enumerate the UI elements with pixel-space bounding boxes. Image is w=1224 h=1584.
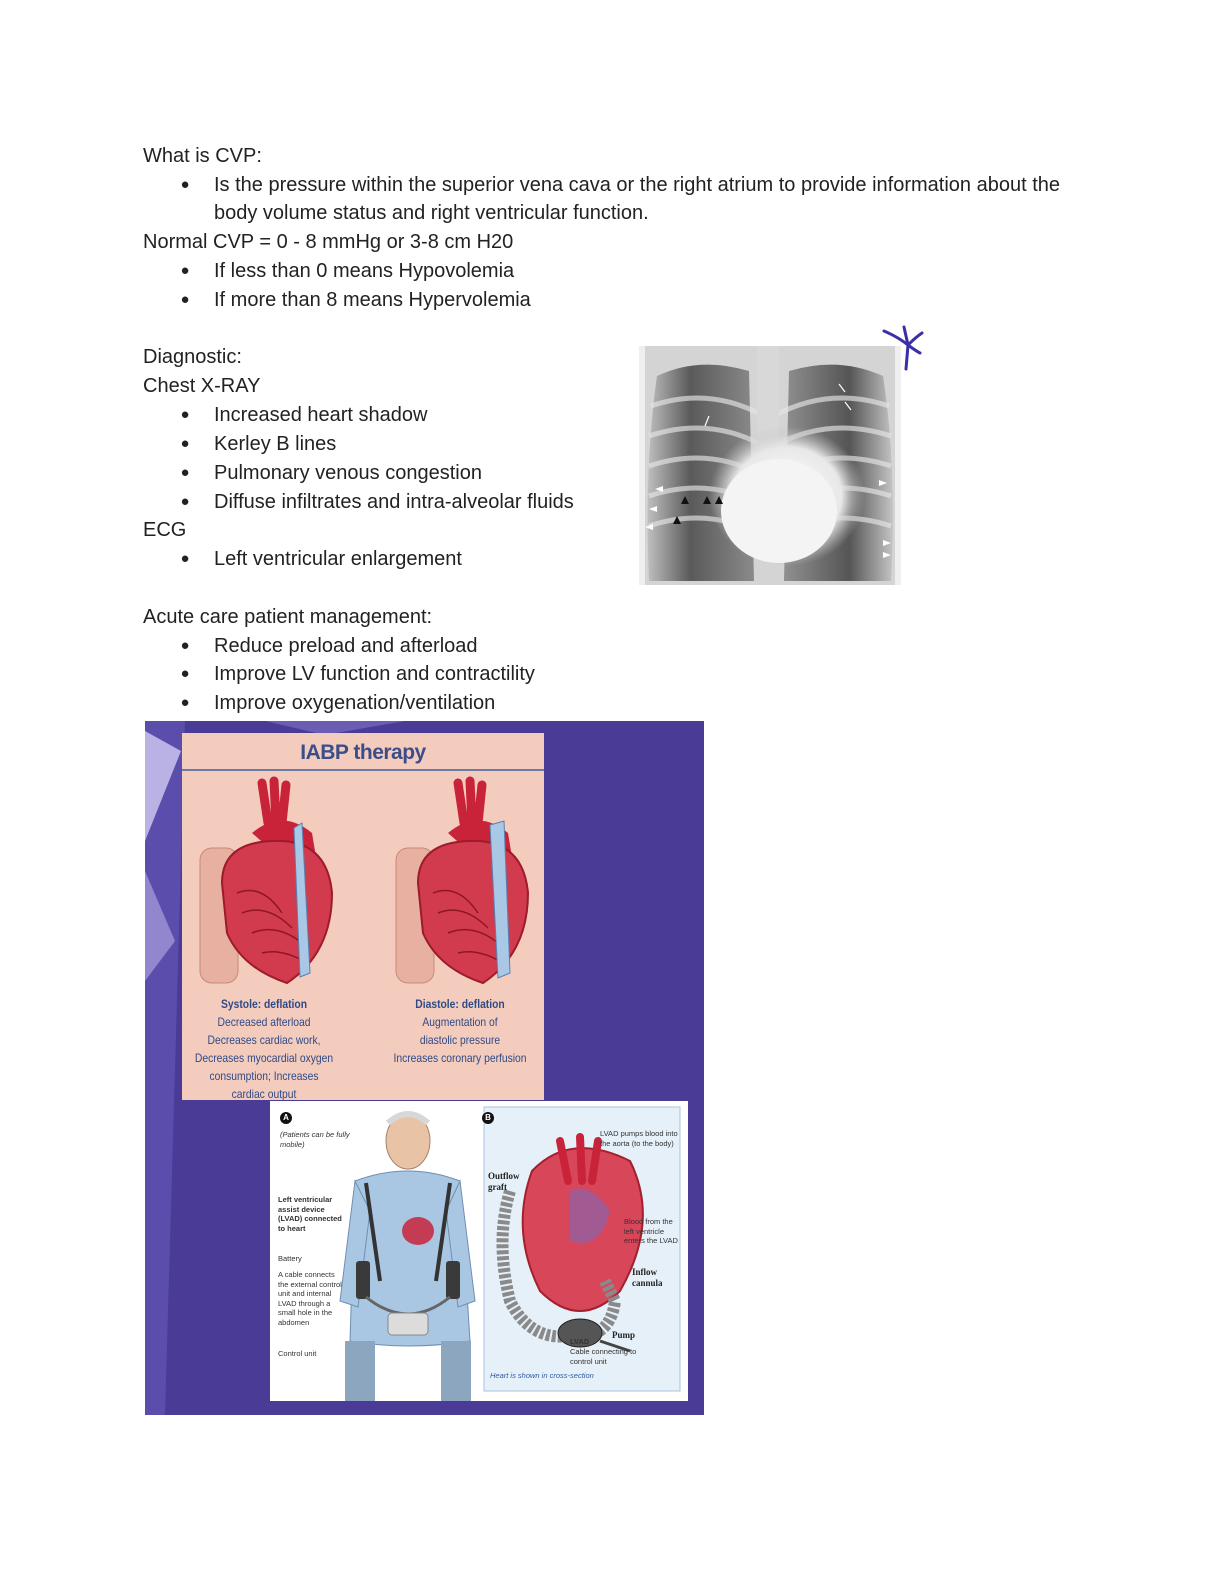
cross-section-note: Heart is shown in cross-section [490, 1371, 594, 1380]
systole-heading: Systole: deflation [220, 997, 307, 1011]
systole-caption [187, 995, 342, 1103]
pen-mark-icon [878, 323, 926, 375]
bullet-icon: ● [180, 665, 190, 682]
diastole-caption [383, 995, 538, 1067]
caption-line: Decreases cardiac work, [207, 1033, 321, 1047]
blood-note: Blood from the left ventricle enters the LVAD [624, 1217, 678, 1245]
caption-line: Decreases myocardial oxygen [194, 1051, 334, 1065]
xray-finding: Diffuse infiltrates and intra-alveolar fluids [214, 491, 574, 513]
heart-illustrations [182, 773, 544, 998]
caption-line: Increases coronary perfusion [393, 1051, 527, 1065]
ecg-finding: Left ventricular enlargement [214, 548, 462, 570]
device-label: Left ventricular assist device (LVAD) connected to heart [278, 1195, 342, 1233]
heart-systole-icon [200, 781, 332, 983]
diagnostic-heading: Diagnostic: [143, 346, 242, 368]
mobile-note: (Patients can be fully mobile) [280, 1130, 350, 1149]
divider [182, 769, 544, 771]
range-hypervolemia: If more than 8 means Hypervolemia [214, 289, 531, 311]
caption-line: cardiac output [231, 1087, 297, 1101]
bullet-icon: ● [180, 464, 190, 481]
cable-pump-note: Cable connecting to control unit [570, 1347, 637, 1366]
bullet-icon: ● [180, 550, 190, 567]
bullet-icon: ● [180, 694, 190, 711]
caption-line: Augmentation of [422, 1015, 498, 1029]
bullet-icon: ● [180, 493, 190, 510]
management-item: Reduce preload and afterload [214, 635, 478, 657]
cvp-definition: Is the pressure within the superior vena cava or the right atrium to provide information about the body volume status and right ventricular function. [214, 174, 1061, 224]
ecg-heading: ECG [143, 519, 187, 541]
management-item: Improve oxygenation/ventilation [214, 692, 496, 714]
xray-finding: Kerley B lines [214, 433, 337, 455]
diastole-heading: Diastole: deflation [415, 997, 505, 1011]
cable-note: A cable connects the external control unit and internal LVAD through a small hole in the abdomen [278, 1270, 342, 1327]
outflow-label: Outflow graft [488, 1171, 520, 1192]
inflow-label: Inflow cannula [632, 1267, 663, 1288]
bullet-icon: ● [180, 262, 190, 279]
control-unit-label: Control unit [278, 1349, 317, 1358]
caption-line: Decreased afterload [217, 1015, 311, 1029]
caption-line: diastolic pressure [419, 1033, 501, 1047]
normal-cvp: Normal CVP = 0 - 8 mmHg or 3-8 cm H20 [143, 231, 514, 253]
xray-finding: Pulmonary venous congestion [214, 462, 482, 484]
pump-label: Pump [612, 1330, 636, 1340]
lvad-label: LVAD [570, 1337, 590, 1346]
iabp-diagram [182, 733, 544, 1100]
iabp-title: IABP therapy [300, 741, 426, 764]
panel-b-badge: B [482, 1112, 494, 1124]
cvp-heading: What is CVP: [143, 145, 262, 167]
chest-xray-image [639, 346, 901, 585]
battery-label: Battery [278, 1254, 302, 1263]
bullet-icon: ● [180, 176, 190, 193]
management-heading: Acute care patient management: [143, 606, 433, 628]
heart-diastole-icon [396, 781, 528, 983]
pumps-note: LVAD pumps blood into the aorta (to the body) [600, 1129, 678, 1148]
bullet-icon: ● [180, 637, 190, 654]
bullet-icon: ● [180, 291, 190, 308]
xray-finding: Increased heart shadow [214, 404, 428, 426]
range-hypovolemia: If less than 0 means Hypovolemia [214, 260, 515, 282]
patient-illustration-icon [340, 1113, 475, 1401]
xray-heading: Chest X-RAY [143, 375, 261, 397]
management-item: Improve LV function and contractility [214, 663, 535, 685]
caption-line: consumption; Increases [209, 1069, 319, 1083]
lvad-diagram [270, 1101, 688, 1401]
panel-a-badge: A [280, 1112, 292, 1124]
bullet-icon: ● [180, 435, 190, 452]
bullet-icon: ● [180, 406, 190, 423]
